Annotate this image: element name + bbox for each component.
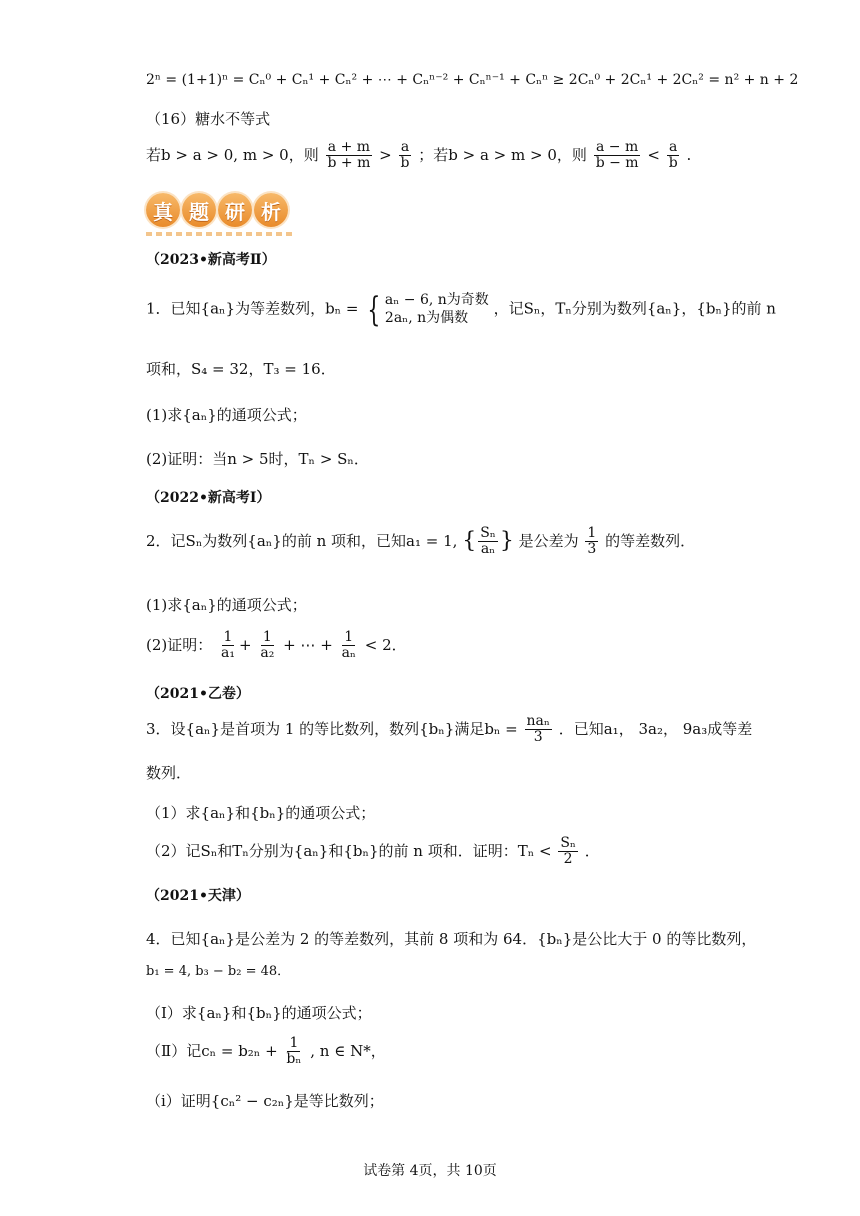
page-footer: 试卷第 4页，共 10页: [363, 1163, 497, 1179]
q1-stem-2: 项和，S₄ = 32，T₃ = 16．: [146, 360, 336, 378]
q4-source: （2021•天津）: [146, 888, 250, 904]
section-16-title: （16）糖水不等式: [146, 110, 271, 128]
q2-sub-2: (2)证明： $\frac{1}{\text{a₁}}$ + $\frac{1}{\text{a₂}}$ + ⋯ + $\frac{1}{\text{aₙ}}$ < 2．: [146, 629, 407, 662]
condition-2: ；若b > a > m > 0，则: [418, 145, 587, 164]
q3-source: （2021•乙卷）: [146, 686, 250, 702]
q2-stem: 2．记Sₙ为数列{aₙ}的前 n 项和，已知a₁ = 1, { $\frac{\text{Sₙ}}{\text{aₙ}}$ } 是公差为 $\frac{1}{3}$ 的等差数列．: [146, 525, 696, 558]
case-odd: aₙ − 6, n为奇数: [384, 292, 489, 308]
q2-sub-1: (1)求{aₙ}的通项公式；: [146, 596, 307, 614]
q1-sub-2: (2)证明：当n > 5时，Tₙ > Sₙ．: [146, 450, 369, 468]
q1-stem: 1．已知{aₙ}为等差数列，bₙ = { aₙ − 6, n为奇数 2aₙ, n为偶数 ，记Sₙ，Tₙ分别为数列{aₙ}，{bₙ}的前 n: [146, 289, 776, 330]
condition-1: 若b > a > 0, m > 0，则: [146, 145, 319, 164]
fraction-a-minus-m: $\frac{a - m}{b - m}$: [595, 139, 639, 172]
q4-stem-2: b₁ = 4, b₃ − b₂ = 48．: [146, 964, 291, 979]
fraction-a-b: $\frac{a}{b}$: [400, 139, 410, 172]
q4-sub-3: （i）证明{cₙ² − c₂ₙ}是等比数列；: [146, 1092, 384, 1110]
binomial-formula: 2ⁿ = (1+1)ⁿ = Cₙ⁰ + Cₙ¹ + Cₙ² + ⋯ + Cₙⁿ⁻² + Cₙⁿ⁻¹ + Cₙⁿ ≥ 2Cₙ⁰ + 2Cₙ¹ + 2Cₙ² = n² + n + 2: [146, 72, 799, 88]
section-banner: [146, 190, 296, 230]
q4-sub-1: （Ⅰ）求{aₙ}和{bₙ}的通项公式；: [146, 1004, 372, 1022]
q2-source: （2022•新高考Ⅰ）: [146, 490, 271, 506]
fraction-a-b-2: $\frac{a}{b}$: [668, 139, 678, 172]
fraction-am-bm: $\frac{a + m}{b + m}$: [327, 139, 371, 172]
banner-char: 析: [254, 193, 288, 227]
q4-stem: 4．已知{aₙ}是公差为 2 的等差数列，其前 8 项和为 64．{bₙ}是公比大于 0 的等比数列，: [146, 930, 757, 948]
banner-char: 研: [218, 193, 252, 227]
q1-source: （2023•新高考Ⅱ）: [146, 252, 276, 268]
case-even: 2aₙ, n为偶数: [384, 309, 469, 326]
banner-underline: [146, 232, 296, 236]
q4-sub-2: （Ⅱ）记cₙ = b₂ₙ + $\frac{1}{\text{bₙ}}$ , n ∈ N*，: [146, 1035, 386, 1068]
banner-char: 真: [146, 193, 180, 227]
q3-sub-2: （2）记Sₙ和Tₙ分别为{aₙ}和{bₙ}的前 n 项和．证明：Tₙ < $\frac{\text{Sₙ}}{2}$ ．: [146, 835, 600, 868]
sugar-water-inequality: 若b > a > 0, m > 0，则 $\frac{a + m}{b + m}$ > $\frac{a}{b}$ ；若b > a > m > 0，则 $\frac{a - m}{b - m}$ < $\frac{a}{b}$ .: [146, 139, 692, 172]
q3-sub-1: （1）求{aₙ}和{bₙ}的通项公式；: [146, 804, 376, 822]
banner-char: 题: [182, 193, 216, 227]
q3-stem-2: 数列．: [146, 764, 192, 782]
q1-sub-1: (1)求{aₙ}的通项公式；: [146, 406, 307, 424]
q3-stem: 3．设{aₙ}是首项为 1 的等比数列，数列{bₙ}满足bₙ = $\frac{\text{naₙ}}{3}$ ．已知a₁， 3a₂， 9a₃成等差: [146, 713, 753, 746]
